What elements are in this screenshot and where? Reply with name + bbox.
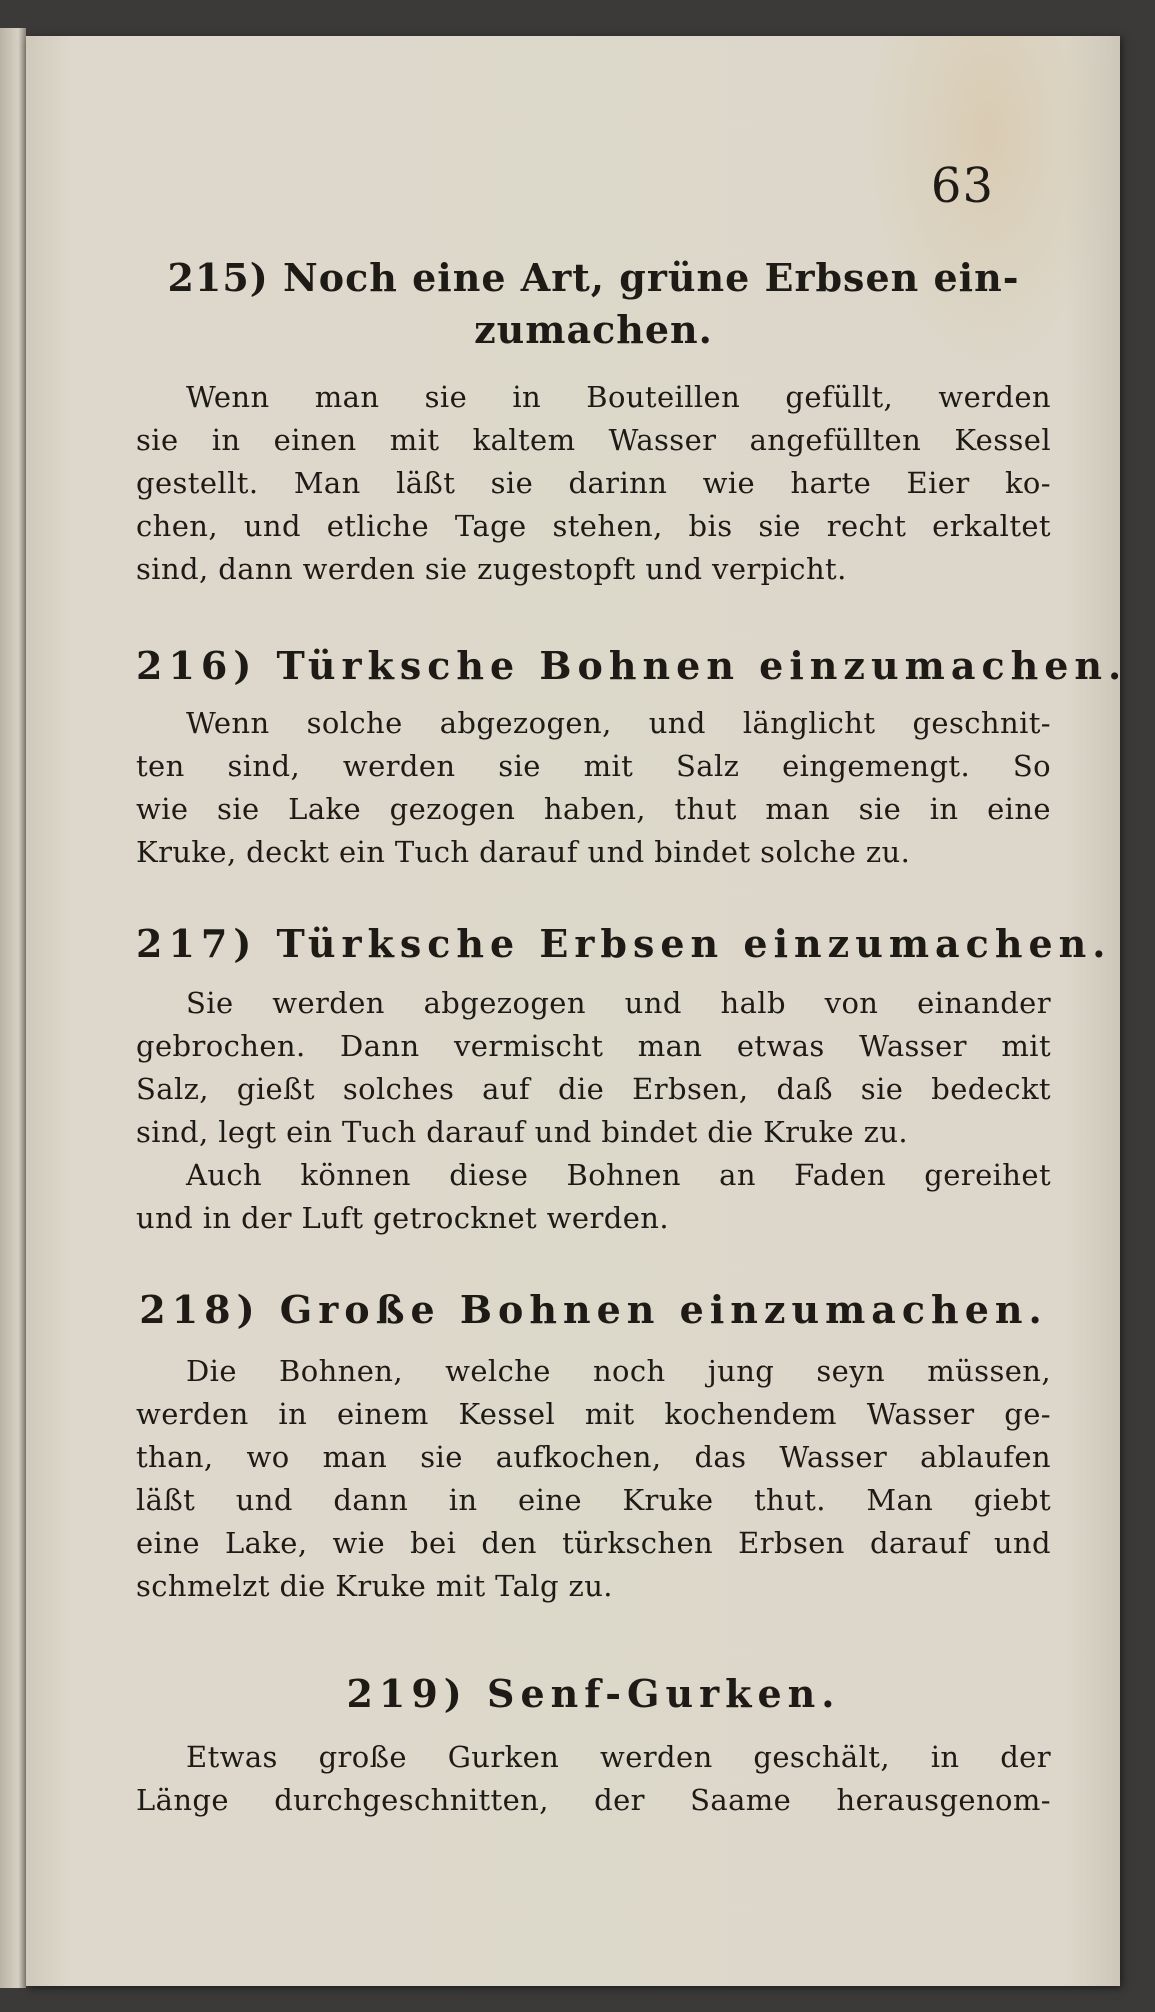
- text-line: gestellt. Man läßt sie darinn wie harte Eier ko-: [136, 466, 1051, 500]
- text-line: Sie werden abgezogen und halb von einander: [186, 986, 1051, 1020]
- text-line: wie sie Lake gezogen haben, thut man sie in eine: [136, 792, 1051, 826]
- recipe-216: [136, 642, 1128, 874]
- text-line: läßt und dann in eine Kruke thut. Man giebt: [136, 1483, 1051, 1517]
- text-line: ten sind, werden sie mit Salz eingemengt. So: [136, 749, 1051, 783]
- text-line: sind, legt ein Tuch darauf und bindet die Kruke zu.: [136, 1115, 909, 1149]
- text-line: sie in einen mit kaltem Wasser angefüllten Kessel: [136, 423, 1051, 457]
- text-line: Kruke, deckt ein Tuch darauf und bindet solche zu.: [136, 835, 911, 869]
- text-line: werden in einem Kessel mit kochendem Wasser ge-: [136, 1397, 1051, 1431]
- text-line: Wenn solche abgezogen, und länglicht geschnit-: [186, 706, 1051, 740]
- recipe-215: [136, 254, 1051, 591]
- text-line: Länge durchgeschnitten, der Saame herausgenom-: [136, 1783, 1051, 1817]
- recipe-heading: 219) Senf-Gurken.: [346, 1671, 841, 1716]
- recipe-heading: 218) Große Bohnen einzumachen.: [139, 1287, 1048, 1332]
- book-page: [26, 36, 1128, 1986]
- text-line: sind, dann werden sie zugestopft und verpicht.: [136, 552, 847, 586]
- recipe-218: [136, 1286, 1051, 1608]
- text-line: Salz, gießt solches auf die Erbsen, daß sie bedeckt: [136, 1072, 1051, 1106]
- text-line: chen, und etliche Tage stehen, bis sie recht erkaltet: [136, 509, 1051, 543]
- text-line: gebrochen. Dann vermischt man etwas Wasser mit: [136, 1029, 1051, 1063]
- text-line: Die Bohnen, welche noch jung seyn müssen,: [186, 1354, 1051, 1388]
- text-line: than, wo man sie aufkochen, das Wasser ablaufen: [136, 1440, 1051, 1474]
- recipe-217: [136, 920, 1112, 1240]
- text-line: und in der Luft getrocknet werden.: [136, 1201, 669, 1235]
- recipe-heading: 215) Noch eine Art, grüne Erbsen ein-: [167, 255, 1020, 300]
- text-line: schmelzt die Kruke mit Talg zu.: [136, 1569, 613, 1603]
- text-line: eine Lake, wie bei den türkschen Erbsen darauf und: [136, 1526, 1051, 1560]
- recipe-heading: 217) Türksche Erbsen einzumachen.: [136, 921, 1112, 966]
- page-number: 63: [930, 158, 994, 214]
- recipe-219: [136, 1670, 1051, 1822]
- text-line: Etwas große Gurken werden geschält, in der: [186, 1740, 1051, 1774]
- recipe-heading: 216) Türksche Bohnen einzumachen.: [136, 643, 1128, 688]
- recipe-heading-continued: zumachen.: [474, 307, 713, 352]
- text-line: Auch können diese Bohnen an Faden gereihet: [186, 1158, 1051, 1192]
- facing-page-edge: [0, 28, 26, 1988]
- text-line: Wenn man sie in Bouteillen gefüllt, werden: [186, 380, 1051, 414]
